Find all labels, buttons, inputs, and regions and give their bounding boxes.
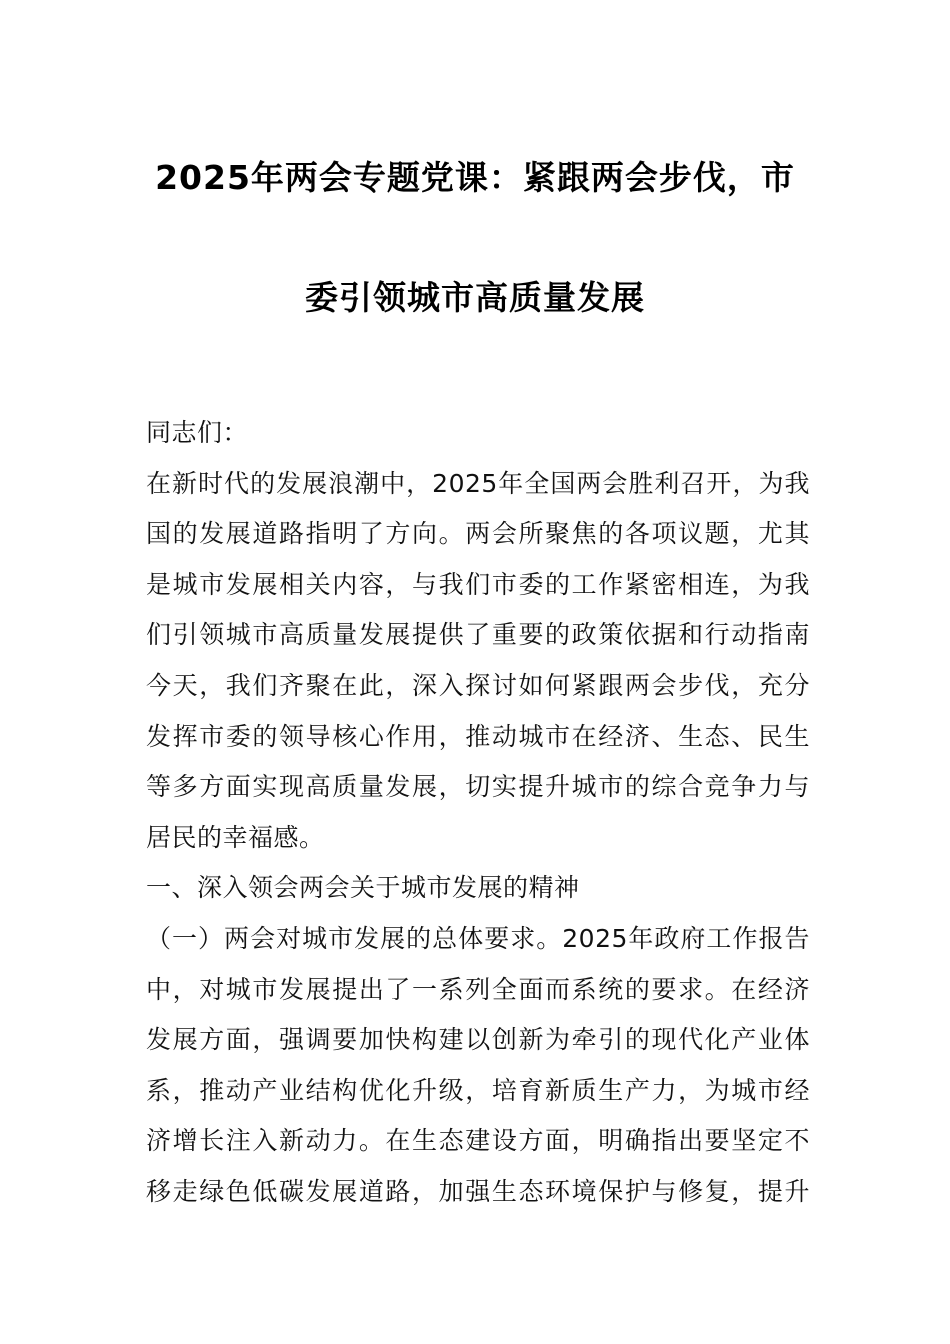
body-line: 居民的幸福感。 (146, 822, 325, 852)
body-line: 发挥市委的领导核心作用，推动城市在经济、生态、民生 (146, 721, 810, 751)
body-line: 国的发展道路指明了方向。两会所聚焦的各项议题，尤其 (146, 519, 810, 549)
body-line: 是城市发展相关内容，与我们市委的工作紧密相连，为我 (146, 569, 810, 599)
body-line: 们引领城市高质量发展提供了重要的政策依据和行动指南 (146, 620, 810, 650)
body-line: 移走绿色低碳发展道路，加强生态环境保护与修复，提升 (146, 1176, 810, 1206)
body-line: 等多方面实现高质量发展，切实提升城市的综合竞争力与 (146, 772, 810, 802)
body-line: 在新时代的发展浪潮中，2025年全国两会胜利召开，为我 (146, 468, 810, 498)
body-line: 中，对城市发展提出了一系列全面而系统的要求。在经济 (146, 974, 810, 1004)
body-line: （一）两会对城市发展的总体要求。2025年政府工作报告 (146, 923, 810, 953)
body-line: 济增长注入新动力。在生态建设方面，明确指出要坚定不 (146, 1126, 810, 1156)
salutation: 同志们： (146, 418, 249, 447)
body-line: 系，推动产业结构优化升级，培育新质生产力，为城市经 (146, 1075, 810, 1105)
body-line: 今天，我们齐聚在此，深入探讨如何紧跟两会步伐，充分 (146, 670, 810, 700)
section-heading: 一、深入领会两会关于城市发展的精神 (146, 873, 580, 903)
document-title-line-2: 委引领城市高质量发展 (305, 278, 645, 317)
document-body (146, 408, 810, 1218)
document-title-line-1: 2025年两会专题党课：紧跟两会步伐，市 (155, 158, 795, 197)
body-line: 发展方面，强调要加快构建以创新为牵引的现代化产业体 (146, 1025, 810, 1055)
